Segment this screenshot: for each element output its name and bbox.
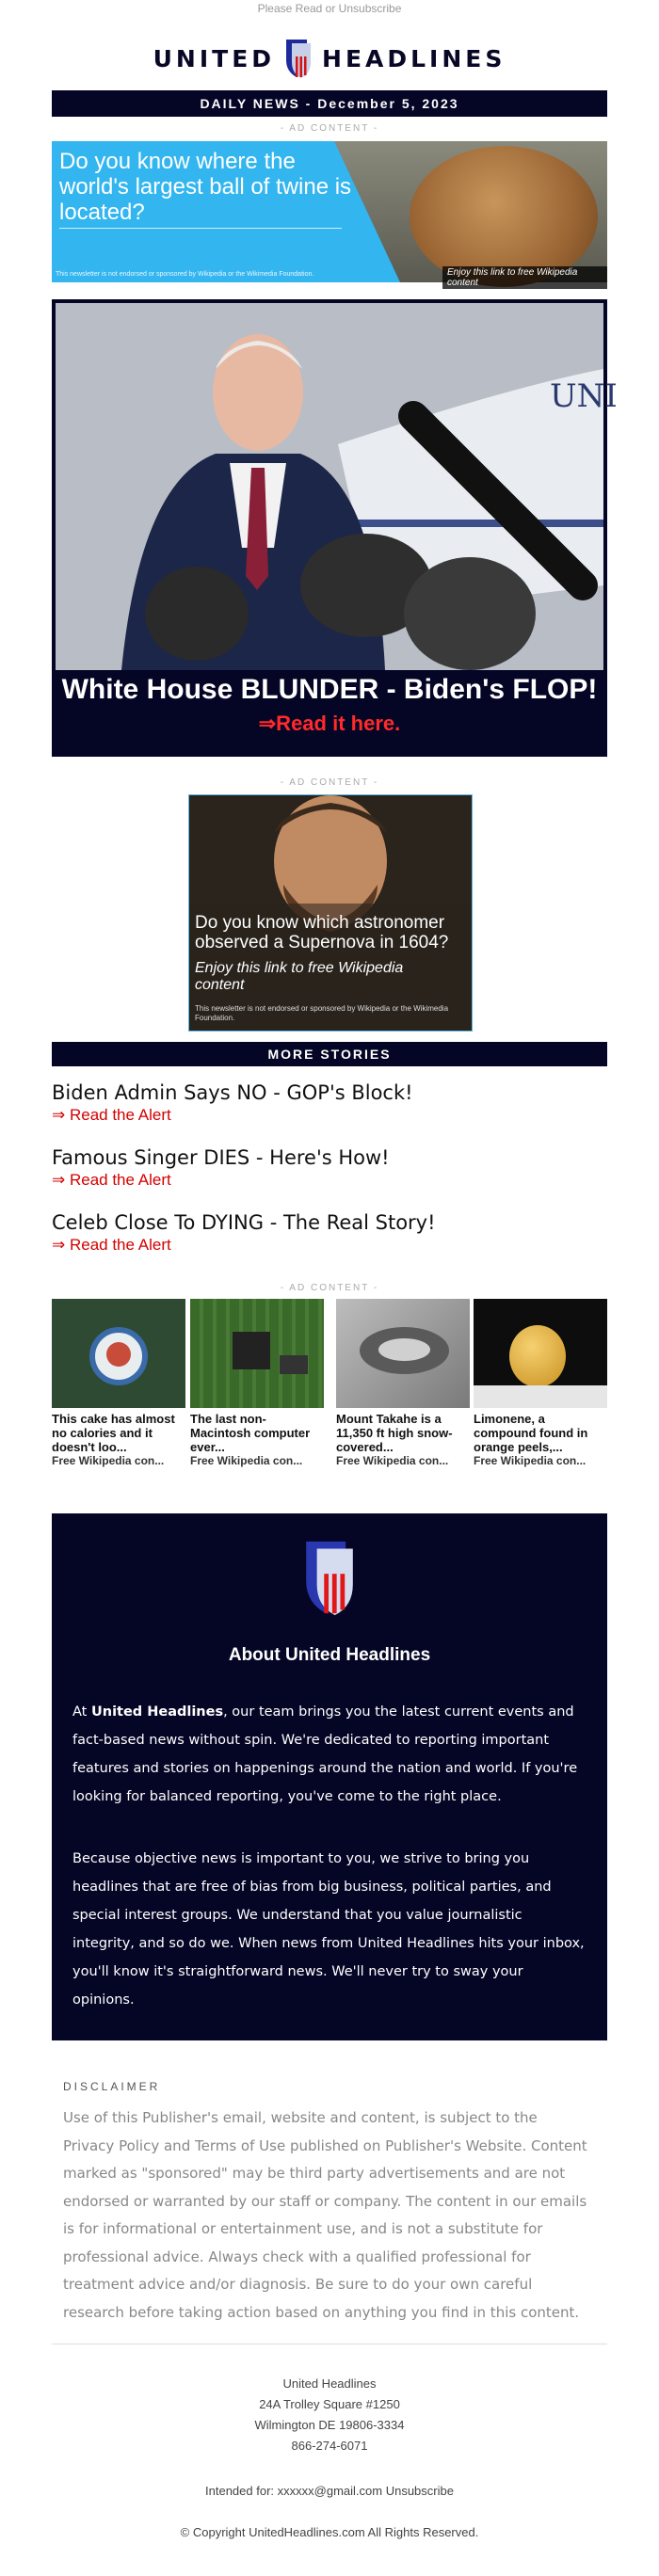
about-brand-name: United Headlines bbox=[90, 1704, 224, 1720]
mountain-image bbox=[336, 1299, 470, 1408]
preheader-link[interactable]: Please Read or Unsubscribe bbox=[257, 2, 402, 15]
about-section bbox=[52, 1513, 607, 2040]
story-item[interactable] bbox=[52, 1210, 607, 1256]
ad-twine-question: Do you know where the world's largest ball of twine is located? bbox=[59, 149, 352, 225]
brand-header bbox=[0, 38, 659, 79]
ad-card[interactable] bbox=[190, 1299, 324, 1478]
about-heading: About United Headlines bbox=[228, 1645, 431, 1665]
ad-card-source: Free Wikipedia con... bbox=[336, 1454, 449, 1467]
ad-astronomer[interactable] bbox=[188, 794, 473, 1032]
ad-card-source: Free Wikipedia con... bbox=[52, 1454, 165, 1467]
ad-card[interactable] bbox=[52, 1299, 185, 1478]
ad-card-source: Free Wikipedia con... bbox=[190, 1454, 303, 1467]
fruit-image bbox=[474, 1299, 607, 1408]
footer-company: United Headlines bbox=[282, 2376, 377, 2391]
ad-astronomer-subtext: Enjoy this link to free Wikipedia content bbox=[195, 960, 404, 993]
table-shape bbox=[474, 1385, 607, 1408]
story-read-link[interactable]: ⇒ Read the Alert bbox=[52, 1236, 171, 1254]
about-paragraph-2: Because objective news is important to you, we strive to bring you headlines that are free of bias from big business, political parties, and special interest groups. We understand that you value journalistic integrity, and so do we. When news from United Headlines hits your inbox, you'll know it's straightforward news. We'll never try to sway your opinions. bbox=[72, 1851, 585, 2008]
ad-twine-divider bbox=[59, 228, 342, 229]
story-read-link[interactable]: ⇒ Read the Alert bbox=[52, 1171, 171, 1189]
intended-email: xxxxxx@gmail.com bbox=[277, 2484, 383, 2498]
hero-read-link[interactable]: ⇒Read it here. bbox=[258, 712, 401, 735]
ad-twine-banner[interactable] bbox=[52, 141, 607, 288]
ad-astronomer-question: Do you know which astronomer observed a Supernova in 1604? bbox=[195, 913, 449, 952]
chip-shape bbox=[280, 1355, 308, 1374]
ad-twine-caption: Enjoy this link to free Wikipedia content bbox=[442, 266, 607, 289]
story-item[interactable] bbox=[52, 1145, 607, 1191]
cake-shape bbox=[106, 1342, 131, 1367]
fruit-shape bbox=[509, 1325, 566, 1387]
shield-logo-icon bbox=[301, 1538, 358, 1617]
disclaimer-heading: DISCLAIMER bbox=[63, 2080, 161, 2093]
story-headline[interactable]: Biden Admin Says NO - GOP's Block! bbox=[52, 1081, 413, 1104]
crater-shape bbox=[378, 1338, 430, 1361]
ad-card-title[interactable]: The last non-Macintosh computer ever... bbox=[190, 1412, 311, 1454]
ad-card-source: Free Wikipedia con... bbox=[474, 1454, 587, 1467]
brand-word-right: HEADLINES bbox=[322, 44, 506, 72]
about-paragraph-1 bbox=[72, 1698, 587, 1811]
ad-label: - AD CONTENT - bbox=[280, 777, 379, 788]
ad-card-title[interactable]: This cake has almost no calories and it doesn't loo... bbox=[52, 1412, 175, 1454]
ad-card[interactable] bbox=[336, 1299, 470, 1478]
footer-address-1: 24A Trolley Square #1250 bbox=[259, 2397, 400, 2411]
story-headline[interactable]: Celeb Close To DYING - The Real Story! bbox=[52, 1211, 436, 1234]
footer-intended bbox=[0, 2481, 659, 2502]
ad-twine-fineprint: This newsletter is not endorsed or sponsored by Wikipedia or the Wikimedia Foundation. bbox=[56, 271, 314, 278]
story-read-link[interactable]: ⇒ Read the Alert bbox=[52, 1106, 171, 1124]
date-bar: DAILY NEWS - December 5, 2023 bbox=[52, 90, 607, 117]
footer-copyright: © Copyright UnitedHeadlines.com All Rights Reserved. bbox=[180, 2525, 479, 2539]
ad-card-title[interactable]: Limonene, a compound found in orange peels,... bbox=[474, 1412, 588, 1454]
footer-phone: 866-274-6071 bbox=[291, 2439, 368, 2453]
hero-story[interactable] bbox=[52, 299, 618, 757]
svg-text:UNI: UNI bbox=[550, 377, 618, 415]
ad-card[interactable] bbox=[474, 1299, 607, 1478]
about-body: , our team brings you the latest current events and fact-based news without spin. We're dedicated to reporting important features and stories on happenings around the nation and world. If you're looking for balanced reporting, you've come to the right place. bbox=[72, 1704, 578, 1804]
ad-label: - AD CONTENT - bbox=[280, 1283, 379, 1293]
hero-photo bbox=[56, 303, 618, 670]
intended-label: Intended for: bbox=[205, 2484, 275, 2498]
unsubscribe-link[interactable]: Unsubscribe bbox=[385, 2484, 454, 2498]
more-stories-bar: MORE STORIES bbox=[52, 1042, 607, 1066]
hero-headline[interactable]: White House BLUNDER - Biden's FLOP! bbox=[61, 674, 598, 705]
hero-photo-illustration bbox=[56, 303, 618, 670]
shield-logo-icon bbox=[284, 38, 313, 79]
cake-image bbox=[52, 1299, 185, 1408]
circuit-board-image bbox=[190, 1299, 324, 1408]
brand-word-left: UNITED bbox=[153, 44, 276, 72]
chip-shape bbox=[233, 1332, 270, 1369]
story-headline[interactable]: Famous Singer DIES - Here's How! bbox=[52, 1146, 390, 1169]
disclaimer-body: Use of this Publisher's email, website and content, is subject to the Privacy Policy and Terms of Use published on Publisher's Website. Content marked as "sponsored" may be third party advertisements and are not endorsed or warranted by our staff or company. The content in our emails is for informational or entertainment use, and is not a substitute for professional advice. Always check with a qualified professional for treatment advice and/or diagnosis. Be sure to do your own careful research before taking action based on anything you find in this content. bbox=[63, 2109, 587, 2321]
story-item[interactable] bbox=[52, 1080, 607, 1126]
ad-label: - AD CONTENT - bbox=[280, 123, 379, 134]
ad-astronomer-fineprint: This newsletter is not endorsed or sponsored by Wikipedia or the Wikimedia Foundation. bbox=[195, 1004, 449, 1022]
footer-address-2: Wilmington DE 19806-3334 bbox=[254, 2418, 405, 2432]
about-lead: At bbox=[72, 1704, 91, 1720]
ad-card-title[interactable]: Mount Takahe is a 11,350 ft high snow-covered... bbox=[336, 1412, 453, 1454]
